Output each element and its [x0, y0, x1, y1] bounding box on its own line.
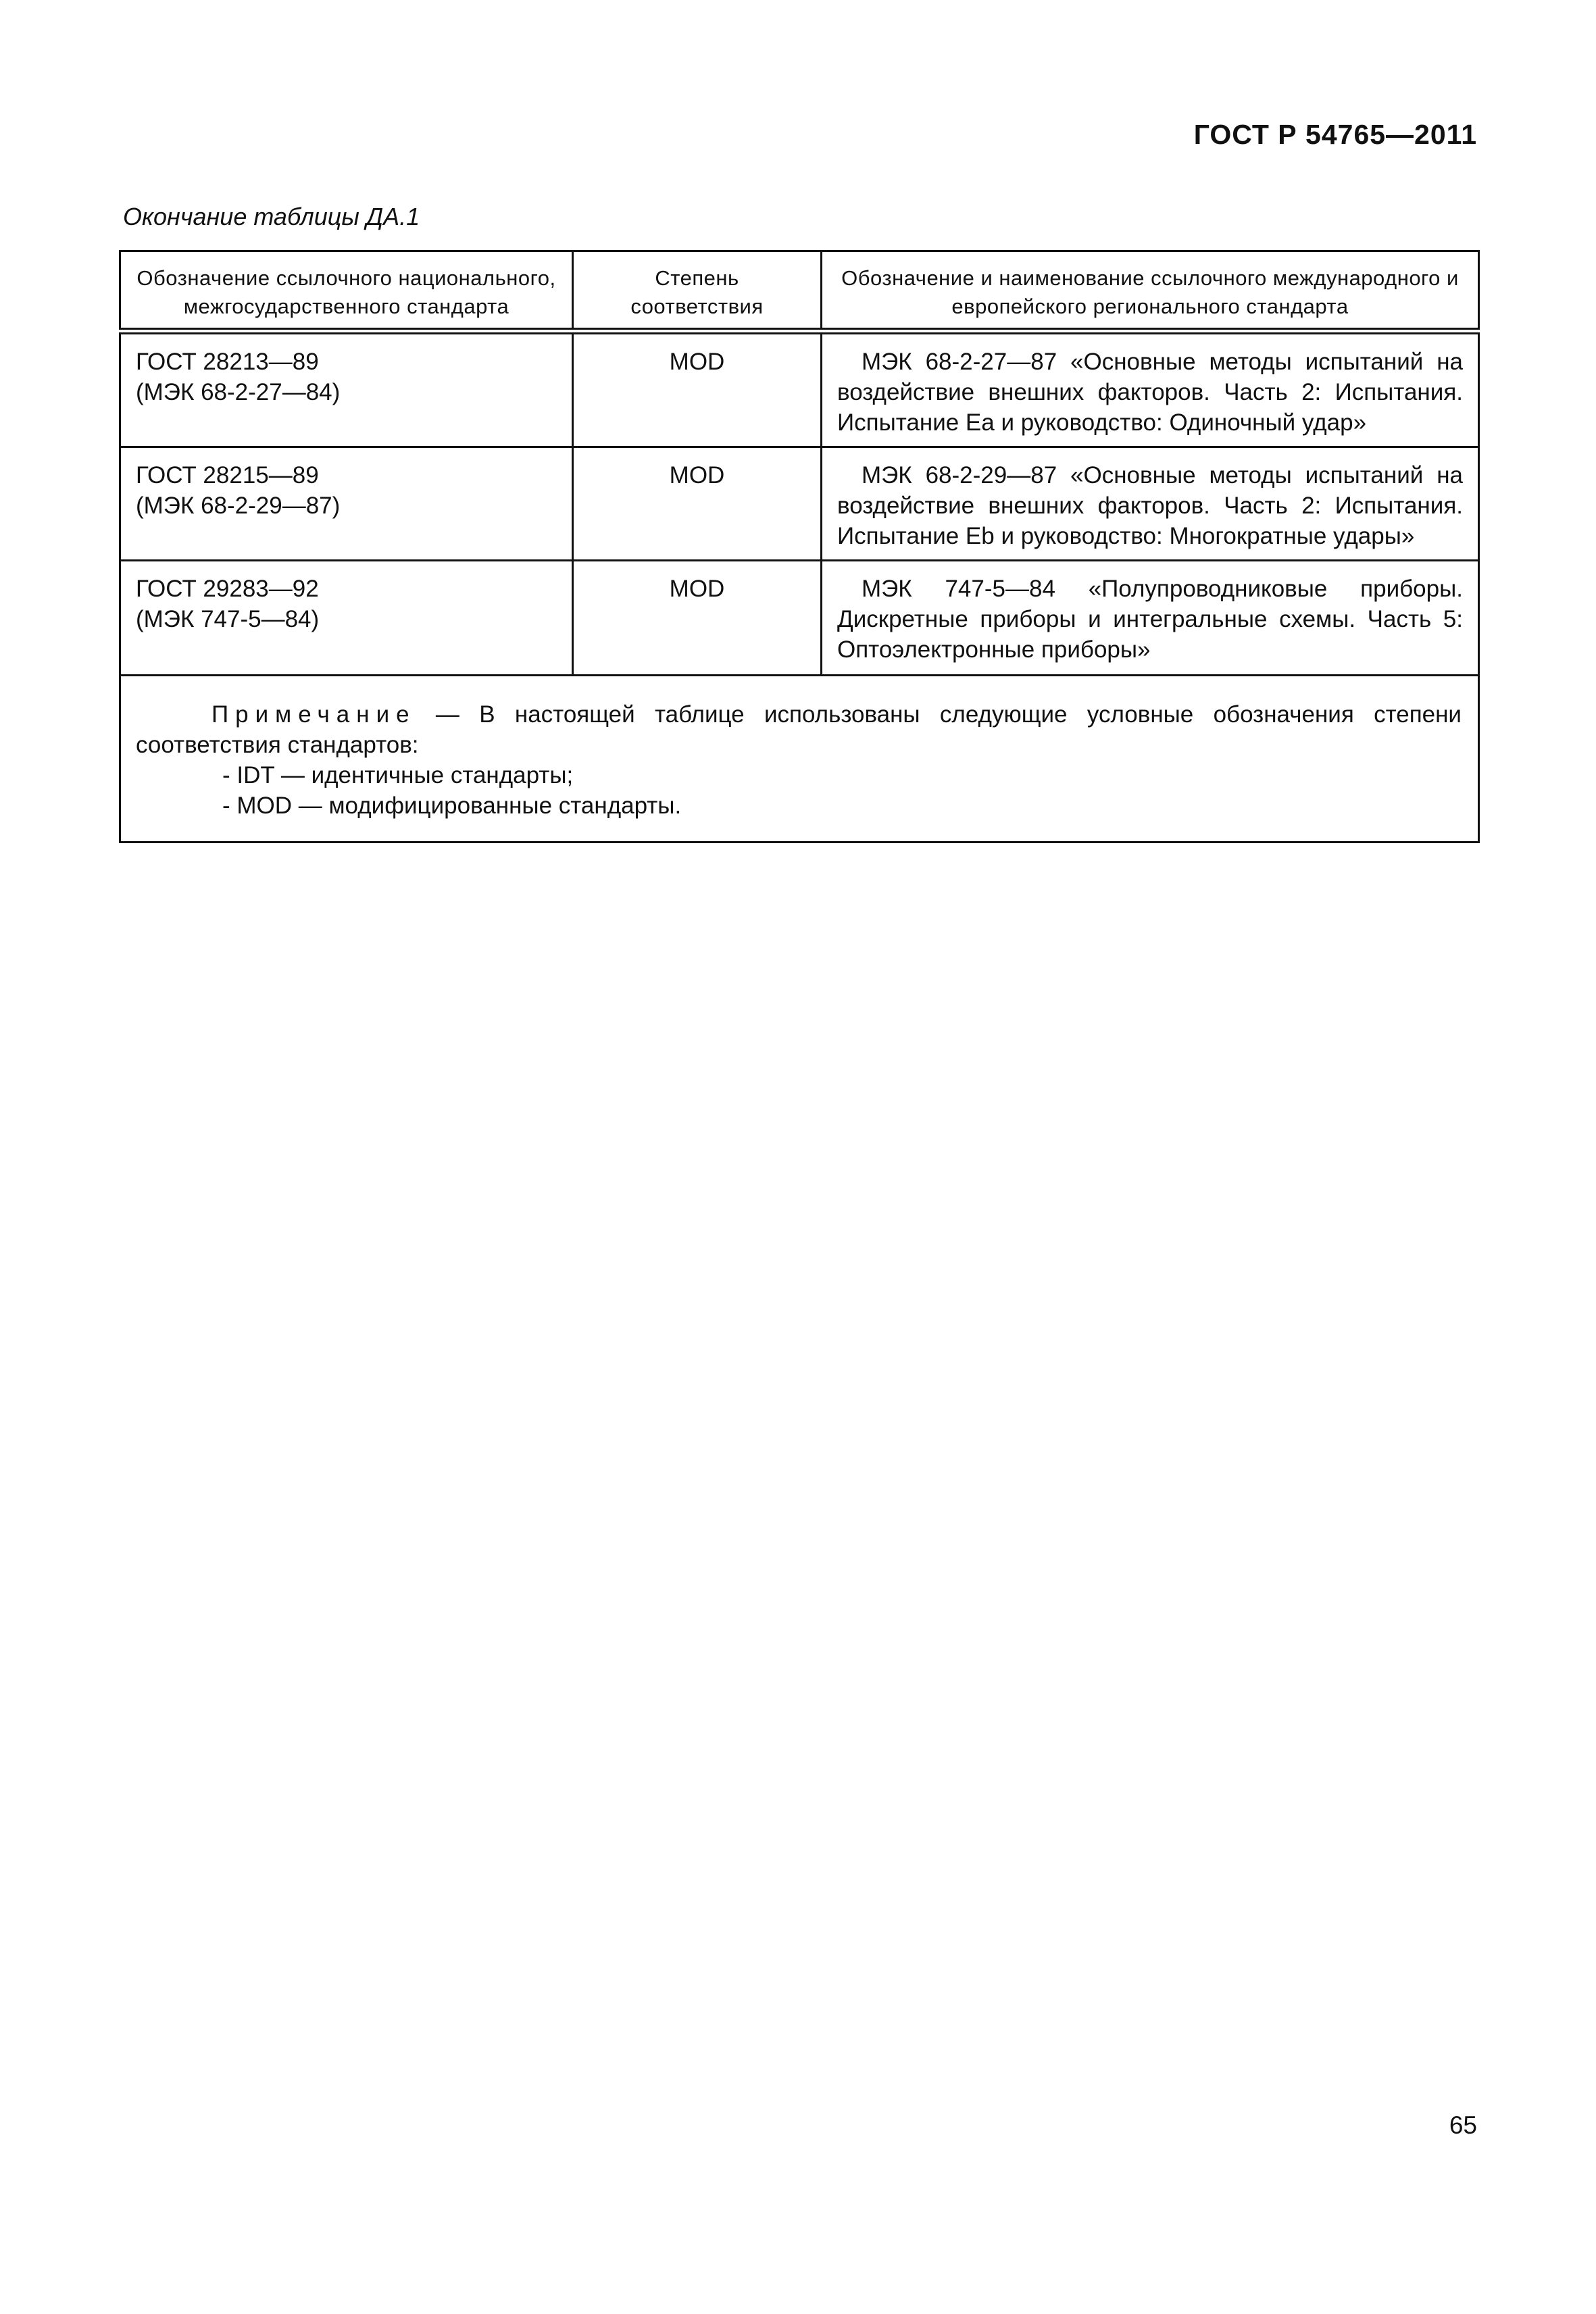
table-row	[120, 447, 1479, 561]
national-standard-equivalent: (МЭК 68-2-27—84)	[136, 379, 341, 405]
column-header-international: Обозначение и наименование ссылочного международного и европейского регионального стандарта	[822, 251, 1479, 332]
international-standard-cell: МЭК 747-5—84 «Полупроводниковые приборы. Дискретные приборы и интегральные схемы. Часть 5: Оптоэлектронные приборы»	[822, 561, 1479, 676]
national-standard-code: ГОСТ 29283—92	[136, 576, 319, 602]
column-header-national: Обозначение ссылочного национального, межгосударственного стандарта	[120, 251, 573, 332]
international-standard-cell: МЭК 68-2-29—87 «Основные методы испытаний на воздействие внешних факторов. Часть 2: Испытания. Испытание Eb и руководство: Многократные удары»	[822, 447, 1479, 561]
column-header-degree: Степень соответствия	[573, 251, 822, 332]
note-label: Примечание	[211, 701, 416, 728]
degree-cell: MOD	[573, 447, 822, 561]
table-row	[120, 561, 1479, 676]
national-standard-code: ГОСТ 28215—89	[136, 462, 319, 488]
national-standard-equivalent: (МЭК 747-5—84)	[136, 606, 320, 632]
note-list-item: - IDT — идентичные стандарты;	[222, 762, 574, 788]
international-standard-cell: МЭК 68-2-27—87 «Основные методы испытаний на воздействие внешних факторов. Часть 2: Испытания. Испытание Еа и руководство: Одиночный удар»	[822, 331, 1479, 447]
note-text: — В настоящей таблице использованы следующие условные обозначения степени соответствия стандартов:	[136, 701, 1462, 758]
national-standard-code: ГОСТ 28213—89	[136, 349, 319, 375]
national-standard-cell	[120, 561, 573, 676]
table-caption: Окончание таблицы ДА.1	[123, 203, 420, 230]
reference-standards-table	[119, 250, 1480, 843]
note-cell	[120, 676, 1479, 842]
document-number: ГОСТ Р 54765—2011	[1193, 119, 1477, 150]
degree-cell: MOD	[573, 561, 822, 676]
degree-cell: MOD	[573, 331, 822, 447]
table-header-row	[120, 251, 1479, 332]
page-number: 65	[1449, 2111, 1477, 2139]
note-list-item: - MOD — модифицированные стандарты.	[222, 793, 682, 819]
national-standard-cell	[120, 331, 573, 447]
table-note-row	[120, 676, 1479, 842]
note-paragraph	[136, 699, 1462, 760]
table-row	[120, 331, 1479, 447]
national-standard-cell	[120, 447, 573, 561]
national-standard-equivalent: (МЭК 68-2-29—87)	[136, 493, 341, 519]
